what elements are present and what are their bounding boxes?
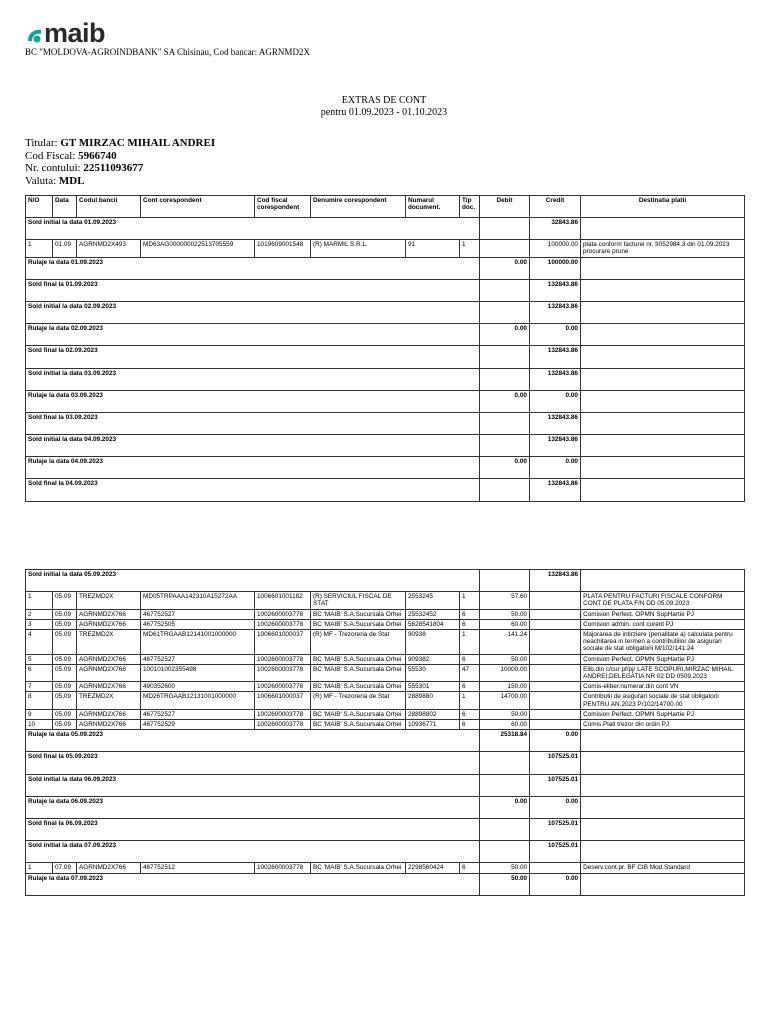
date-cell: 05.09 (53, 664, 77, 681)
purpose-cell (581, 218, 745, 240)
debit-cell (480, 301, 530, 323)
fiscal-code-cell: 1002600003778 (255, 609, 311, 619)
doc-type-cell: 1 (460, 692, 480, 709)
doc-type-cell: 1 (460, 240, 480, 257)
credit-cell: 100000.00 (530, 240, 581, 257)
doc-type-cell: 6 (460, 654, 480, 664)
transaction-row (26, 709, 745, 719)
col-header-numarul: Numarul document. (406, 196, 460, 218)
account-cell: MD61TRGAAB12141001000000 (141, 630, 255, 655)
transaction-row (26, 619, 745, 629)
account-cell: 490352600 (141, 682, 255, 692)
transaction-row (26, 609, 745, 619)
doc-type-cell: 6 (460, 863, 480, 873)
document-number-cell: 25532452 (406, 609, 460, 619)
summary-label: Rulaje la data 02.09.2023 (26, 324, 480, 346)
bank-code-cell: AGRNMD2X493 (77, 240, 141, 257)
purpose-cell (581, 390, 745, 412)
debit-cell (480, 570, 530, 592)
credit-cell (530, 664, 581, 681)
debit-cell: 50.00 (480, 873, 530, 895)
doc-type-cell: 1 (460, 592, 480, 609)
credit-cell: 0.00 (530, 457, 581, 479)
document-number-cell: 90938 (406, 630, 460, 655)
debit-cell (480, 240, 530, 257)
summary-row (26, 324, 745, 346)
purpose-cell (581, 479, 745, 501)
row-number: 1 (26, 863, 53, 873)
counterparty-cell: BC 'MAIB' S.A.Sucursala Orhei (311, 664, 406, 681)
maib-logo-icon (26, 28, 44, 44)
col-header-codul-bancii: Codul bancii (77, 196, 141, 218)
bank-code-cell: AGRNMD2X766 (77, 682, 141, 692)
account-cell: MD05TRPAAA142310A15272AA (141, 592, 255, 609)
debit-cell: 50.00 (480, 654, 530, 664)
purpose-cell: Contributii de asigurari sociale de stat obligatorii PENTRU AN.2023 P/102/14700.00 (581, 692, 745, 709)
transaction-row (26, 664, 745, 681)
col-header-debit: Debit (480, 196, 530, 218)
summary-label: Sold initial la data 06.09.2023 (26, 774, 480, 796)
row-number: 2 (26, 609, 53, 619)
summary-label: Rulaje la data 06.09.2023 (26, 796, 480, 818)
debit-cell: 141.24 (480, 630, 530, 655)
purpose-cell (581, 257, 745, 279)
cod-fiscal-value: 5966740 (78, 149, 117, 162)
doc-type-cell: 1 (460, 630, 480, 655)
credit-cell (530, 619, 581, 629)
summary-label: Sold final la 03.09.2023 (26, 412, 480, 434)
purpose-cell (581, 796, 745, 818)
account-cell: 467752512 (141, 863, 255, 873)
bank-code-cell: TREZMD2X (77, 692, 141, 709)
summary-label: Rulaje la data 01.09.2023 (26, 257, 480, 279)
date-cell: 05.09 (53, 619, 77, 629)
summary-row (26, 457, 745, 479)
summary-row (26, 730, 745, 752)
document-number-cell: 555301 (406, 682, 460, 692)
purpose-cell (581, 873, 745, 895)
purpose-cell: PLATA PENTRU FACTURI FISCALE CONFORM CONT DE PLATA F/N DD 05.09.2023 (581, 592, 745, 609)
cod-fiscal-line: Cod Fiscal: 5966740 (25, 149, 117, 162)
credit-cell: 32843.86 (530, 218, 581, 240)
credit-cell: 132843.86 (530, 412, 581, 434)
summary-row (26, 346, 745, 368)
purpose-cell: Comision Perfect. OPMN SupHartie PJ (581, 709, 745, 719)
summary-label: Sold initial la data 07.09.2023 (26, 841, 480, 863)
counterparty-cell: BC 'MAIB' S.A.Sucursala Orhei (311, 709, 406, 719)
counterparty-cell: BC 'MAIB' S.A.Sucursala Orhei (311, 609, 406, 619)
account-number-line: Nr. contului: 22511093677 (25, 162, 144, 174)
purpose-cell: Comis-eliber.numerar.din cont VN (581, 682, 745, 692)
account-info (25, 137, 215, 187)
statement-table-1 (25, 195, 745, 502)
account-cell: 467752527 (141, 654, 255, 664)
credit-cell (530, 692, 581, 709)
purpose-cell (581, 774, 745, 796)
purpose-cell: Deserv.cont.pr. BF CIB Mod.Standard (581, 863, 745, 873)
document-number-cell: 10936771 (406, 720, 460, 730)
transaction-row (26, 682, 745, 692)
purpose-cell (581, 841, 745, 863)
debit-cell (480, 368, 530, 390)
summary-row (26, 796, 745, 818)
account-number-value: 22511093677 (83, 162, 144, 174)
account-cell: 467752527 (141, 609, 255, 619)
summary-row (26, 368, 745, 390)
transaction-row (26, 692, 745, 709)
row-number: 10 (26, 720, 53, 730)
debit-cell (480, 841, 530, 863)
summary-row (26, 479, 745, 501)
credit-cell: 0.00 (530, 873, 581, 895)
transaction-row (26, 863, 745, 873)
debit-cell: 0.00 (480, 257, 530, 279)
debit-cell: 150.00 (480, 682, 530, 692)
summary-label: Sold final la 05.09.2023 (26, 752, 480, 774)
col-header-tip: Tip doc. (460, 196, 480, 218)
fiscal-code-cell: 1002600003778 (255, 682, 311, 692)
fiscal-code-cell: 1002600003778 (255, 664, 311, 681)
date-cell: 01.09 (53, 240, 77, 257)
debit-cell (480, 818, 530, 840)
credit-cell: 107525.01 (530, 841, 581, 863)
purpose-cell (581, 279, 745, 301)
statement-table-2 (25, 569, 745, 896)
debit-cell (480, 774, 530, 796)
table-header-row (26, 196, 745, 218)
summary-row (26, 279, 745, 301)
purpose-cell (581, 818, 745, 840)
debit-cell (480, 479, 530, 501)
debit-cell: 10000.00 (480, 664, 530, 681)
bank-code-cell: TREZMD2X (77, 592, 141, 609)
credit-cell: 107525.01 (530, 818, 581, 840)
summary-row (26, 841, 745, 863)
debit-cell: 50.00 (480, 863, 530, 873)
debit-cell: 60.00 (480, 619, 530, 629)
purpose-cell (581, 730, 745, 752)
debit-cell: 60.00 (480, 720, 530, 730)
summary-row (26, 301, 745, 323)
credit-cell: 132843.86 (530, 570, 581, 592)
purpose-cell (581, 324, 745, 346)
credit-cell: 132843.86 (530, 368, 581, 390)
debit-cell: 0.00 (480, 796, 530, 818)
purpose-cell: Comis.Plati trezor din ordin PJ (581, 720, 745, 730)
counterparty-cell: (R) MARMIL S.R.L. (311, 240, 406, 257)
row-number: 1 (26, 592, 53, 609)
credit-cell: 0.00 (530, 730, 581, 752)
currency-line: Valuta: MDL (25, 174, 85, 187)
debit-cell (480, 752, 530, 774)
summary-label: Rulaje la data 04.09.2023 (26, 457, 480, 479)
purpose-cell (581, 346, 745, 368)
col-header-destinatia: Destinatia platii (581, 196, 745, 218)
debit-cell: 0.00 (480, 390, 530, 412)
credit-cell: 132843.86 (530, 301, 581, 323)
credit-cell: 107525.01 (530, 774, 581, 796)
summary-label: Rulaje la data 07.09.2023 (26, 873, 480, 895)
statement-title-block (0, 95, 768, 119)
credit-cell: 107525.01 (530, 752, 581, 774)
credit-cell (530, 592, 581, 609)
account-cell: MD26TRGAAB12131001000000 (141, 692, 255, 709)
debit-cell: 57.60 (480, 592, 530, 609)
doc-type-cell: 6 (460, 682, 480, 692)
credit-cell (530, 709, 581, 719)
purpose-cell (581, 457, 745, 479)
doc-type-cell: 47 (460, 664, 480, 681)
statement-title: EXTRAS DE CONT (341, 95, 427, 106)
summary-row (26, 412, 745, 434)
purpose-cell: Majorarea de intirziere (penalitate a) calculata pentru neachitarea in termen a contributiilor de asigurari sociale de stat obligatorii M/102/141.24 (581, 630, 745, 655)
row-number: 3 (26, 619, 53, 629)
row-number: 4 (26, 630, 53, 655)
document-number-cell: 2298560424 (406, 863, 460, 873)
purpose-cell (581, 412, 745, 434)
purpose-cell (581, 301, 745, 323)
credit-cell: 132843.86 (530, 435, 581, 457)
col-header-denumire: Denumire corespondent (311, 196, 406, 218)
bank-code-cell: AGRNMD2X766 (77, 654, 141, 664)
date-cell: 05.09 (53, 720, 77, 730)
bank-code-cell: AGRNMD2X766 (77, 664, 141, 681)
purpose-cell: Comision Perfect. OPMN SupHartie PJ (581, 609, 745, 619)
debit-cell (480, 346, 530, 368)
document-number-cell: 55530 (406, 664, 460, 681)
account-cell: 467752529 (141, 720, 255, 730)
row-number: 8 (26, 692, 53, 709)
credit-cell (530, 630, 581, 655)
bank-code-cell: AGRNMD2X766 (77, 863, 141, 873)
fiscal-code-cell: 1002600003778 (255, 709, 311, 719)
summary-row (26, 752, 745, 774)
currency-value: MDL (58, 174, 85, 187)
credit-cell: 132843.86 (530, 279, 581, 301)
date-cell: 05.09 (53, 609, 77, 619)
col-header-no: N/O (26, 196, 53, 218)
date-cell: 05.09 (53, 682, 77, 692)
credit-cell: 0.00 (530, 324, 581, 346)
bank-info: BC "MOLDOVA-AGROINDBANK" SA Chisinau, Cod bancar: AGRNMD2X (25, 47, 310, 57)
purpose-cell: Comision admin. cont curent PJ (581, 619, 745, 629)
doc-type-cell: 6 (460, 709, 480, 719)
credit-cell (530, 682, 581, 692)
document-number-cell: 2553245 (406, 592, 460, 609)
summary-label: Sold initial la data 01.09.2023 (26, 218, 480, 240)
debit-cell: 25318.84 (480, 730, 530, 752)
summary-row (26, 818, 745, 840)
col-header-cont: Cont corespondent (141, 196, 255, 218)
credit-cell: 0.00 (530, 796, 581, 818)
summary-row (26, 873, 745, 895)
summary-row (26, 390, 745, 412)
bank-code-cell: AGRNMD2X766 (77, 720, 141, 730)
fiscal-code-cell: 1002600003778 (255, 654, 311, 664)
counterparty-cell: BC 'MAIB' S.A.Sucursala Orhei (311, 720, 406, 730)
date-cell: 05.09 (53, 592, 77, 609)
titular-value: GT MIRZAC MIHAIL ANDREI (60, 137, 216, 149)
debit-cell: 0.00 (480, 457, 530, 479)
counterparty-cell: (R) MF - Trezoreria de Stat (311, 630, 406, 655)
credit-cell (530, 720, 581, 730)
row-number: 7 (26, 682, 53, 692)
credit-cell: 132843.86 (530, 479, 581, 501)
counterparty-cell: BC 'MAIB' S.A.Sucursala Orhei (311, 682, 406, 692)
summary-row (26, 570, 745, 592)
purpose-cell: Comision Perfect. OPMN SupHartie PJ (581, 654, 745, 664)
titular-line: Titular: GT MIRZAC MIHAIL ANDREI (25, 137, 216, 149)
document-number-cell: 2889880 (406, 692, 460, 709)
date-cell: 05.09 (53, 630, 77, 655)
date-cell: 07.09 (53, 863, 77, 873)
bank-logo (26, 18, 106, 48)
bank-code-cell: AGRNMD2X766 (77, 619, 141, 629)
col-header-data: Data (53, 196, 77, 218)
fiscal-code-cell: 1006601000037 (255, 630, 311, 655)
logo-text: maib (44, 18, 106, 48)
row-number: 5 (26, 654, 53, 664)
summary-label: Sold initial la data 05.09.2023 (26, 570, 480, 592)
document-number-cell: 909382 (406, 654, 460, 664)
summary-label: Sold final la 06.09.2023 (26, 818, 480, 840)
transaction-row (26, 654, 745, 664)
fiscal-code-cell: 1006601000037 (255, 692, 311, 709)
account-cell: MD63AG000000022513705559 (141, 240, 255, 257)
row-number: 9 (26, 709, 53, 719)
purpose-cell: Elib.din c/cur pf/pj/ LATE SCOPURI,MIRZAC MIHAIL ANDREI,DELEGATIA NR 02 DD 0509.2023 (581, 664, 745, 681)
row-number: 6 (26, 664, 53, 681)
fiscal-code-cell: 1002600003778 (255, 863, 311, 873)
col-header-cod-fiscal: Cod fiscal corespondent (255, 196, 311, 218)
fiscal-code-cell: 1019609001548 (255, 240, 311, 257)
purpose-cell (581, 570, 745, 592)
transaction-row (26, 240, 745, 257)
purpose-cell: plata conform facturei nr. II052984 3 din 01.09.2023 procurare prune (581, 240, 745, 257)
debit-cell (480, 412, 530, 434)
date-cell: 05.09 (53, 654, 77, 664)
transaction-row (26, 592, 745, 609)
summary-row (26, 435, 745, 457)
summary-row (26, 257, 745, 279)
bank-code-cell: TREZMD2X (77, 630, 141, 655)
fiscal-code-cell: 1002600003778 (255, 619, 311, 629)
counterparty-cell: (R) SERVICIUL FISCAL DE STAT (311, 592, 406, 609)
debit-cell: 0.00 (480, 324, 530, 346)
statement-period: pentru 01.09.2023 - 01.10.2023 (320, 107, 448, 118)
counterparty-cell: BC 'MAIB' S.A.Sucursala Orhei (311, 863, 406, 873)
summary-row (26, 218, 745, 240)
debit-cell (480, 435, 530, 457)
doc-type-cell: 6 (460, 609, 480, 619)
credit-cell: 0.00 (530, 390, 581, 412)
debit-cell (480, 279, 530, 301)
summary-label: Rulaje la data 05.09.2023 (26, 730, 480, 752)
debit-cell: 50.00 (480, 709, 530, 719)
bank-code-cell: AGRNMD2X766 (77, 609, 141, 619)
date-cell: 05.09 (53, 692, 77, 709)
col-header-credit: Credit (530, 196, 581, 218)
transaction-row (26, 630, 745, 655)
account-cell: 100101002355498 (141, 664, 255, 681)
debit-cell (480, 218, 530, 240)
credit-cell: 100000.00 (530, 257, 581, 279)
debit-cell: 14700.00 (480, 692, 530, 709)
doc-type-cell: 6 (460, 619, 480, 629)
summary-label: Sold initial la data 04.09.2023 (26, 435, 480, 457)
row-number: 1 (26, 240, 53, 257)
summary-label: Sold final la 04.09.2023 (26, 479, 480, 501)
transaction-row (26, 720, 745, 730)
document-number-cell: 5628541804 (406, 619, 460, 629)
fiscal-code-cell: 1006601001182 (255, 592, 311, 609)
credit-cell: 132843.86 (530, 346, 581, 368)
counterparty-cell: BC 'MAIB' S.A.Sucursala Orhei (311, 619, 406, 629)
summary-row (26, 774, 745, 796)
document-number-cell: 28898802 (406, 709, 460, 719)
debit-cell: 50.00 (480, 609, 530, 619)
credit-cell (530, 863, 581, 873)
credit-cell (530, 654, 581, 664)
purpose-cell (581, 752, 745, 774)
document-number-cell: 91 (406, 240, 460, 257)
counterparty-cell: BC 'MAIB' S.A.Sucursala Orhei (311, 654, 406, 664)
credit-cell (530, 609, 581, 619)
summary-label: Rulaje la data 03.09.2023 (26, 390, 480, 412)
account-cell: 467752505 (141, 619, 255, 629)
account-cell: 467752527 (141, 709, 255, 719)
counterparty-cell: (R) MF - Trezoreria de Stat (311, 692, 406, 709)
fiscal-code-cell: 1002600003778 (255, 720, 311, 730)
summary-label: Sold final la 01.09.2023 (26, 279, 480, 301)
date-cell: 05.09 (53, 709, 77, 719)
summary-label: Sold final la 02.09.2023 (26, 346, 480, 368)
doc-type-cell: 6 (460, 720, 480, 730)
summary-label: Sold initial la data 02.09.2023 (26, 301, 480, 323)
purpose-cell (581, 435, 745, 457)
purpose-cell (581, 368, 745, 390)
summary-label: Sold initial la data 03.09.2023 (26, 368, 480, 390)
bank-code-cell: AGRNMD2X766 (77, 709, 141, 719)
